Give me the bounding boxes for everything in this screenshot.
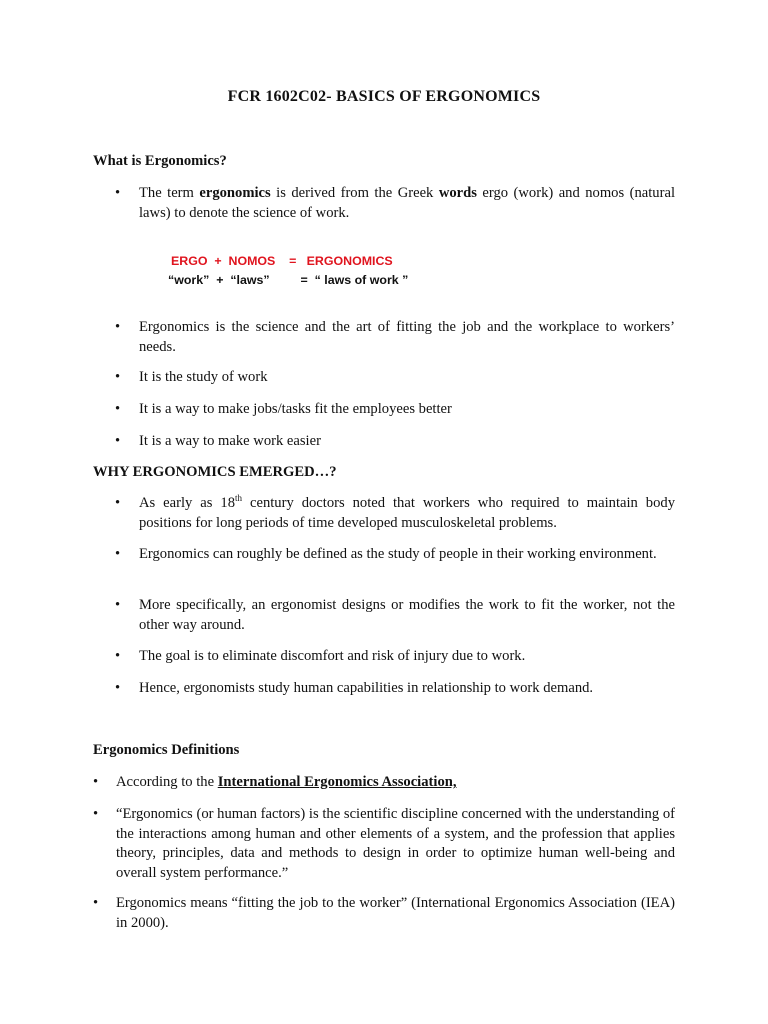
list-item-text: More specifically, an ergonomist designs or modifies the work to fit the worker, not the other way around. <box>139 597 675 633</box>
bullet-marker: • <box>115 185 121 201</box>
bullet-marker: • <box>115 319 121 335</box>
list-item <box>93 368 675 388</box>
iea-link[interactable]: International Ergonomics Association, <box>217 774 457 790</box>
list-item <box>93 679 675 699</box>
list-item <box>93 400 675 420</box>
list-item-text: As early as 18th century doctors noted that workers who required to maintain body positions for long periods of time developed musculoskeletal problems. <box>139 493 675 531</box>
list-item <box>93 805 675 885</box>
list-item <box>93 184 675 224</box>
list-item <box>93 494 675 534</box>
bullet-marker: • <box>115 495 121 511</box>
list-item-text: “Ergonomics (or human factors) is the scientific discipline concerned with the understanding of the interactions among human and other elements of a system, and the profession that applies theory, principles, data and methods to design in order to optimize human well-being and overall system performance.” <box>116 806 675 881</box>
list-item <box>93 596 675 636</box>
formula-line-meanings: “work” + “laws” = “ laws of work ” <box>168 273 409 287</box>
list-item-text: It is a way to make jobs/tasks fit the employees better <box>139 401 452 417</box>
list-item-text: According to the International Ergonomics Association, <box>116 774 457 790</box>
bullet-marker: • <box>93 774 99 790</box>
bullet-marker: • <box>115 401 121 417</box>
list-item <box>93 773 675 793</box>
formula-line-terms: ERGO + NOMOS = ERGONOMICS <box>171 254 393 268</box>
list-item-text: Hence, ergonomists study human capabilities in relationship to work demand. <box>139 680 594 696</box>
section-heading-definitions: Ergonomics Definitions <box>93 742 240 758</box>
bullet-marker: • <box>115 680 121 696</box>
list-item <box>93 432 675 452</box>
list-item <box>93 647 675 667</box>
bullet-marker: • <box>115 597 121 613</box>
list-item <box>93 894 675 934</box>
list-item-text: It is a way to make work easier <box>139 433 321 449</box>
list-item-text: Ergonomics means “fitting the job to the worker” (International Ergonomics Association (IEA) in 2000). <box>116 895 675 931</box>
bullet-marker: • <box>115 369 121 385</box>
page-title: FCR 1602C02- BASICS OF ERGONOMICS <box>227 88 541 105</box>
section-heading-what: What is Ergonomics? <box>93 153 227 169</box>
list-item-text: The term ergonomics is derived from the Greek words ergo (work) and nomos (natural laws) to denote the science of work. <box>139 185 675 221</box>
list-item <box>93 545 675 585</box>
list-item-text: The goal is to eliminate discomfort and risk of injury due to work. <box>139 648 526 664</box>
bullet-marker: • <box>115 433 121 449</box>
bullet-marker: • <box>115 546 121 562</box>
bullet-marker: • <box>93 895 99 911</box>
list-item-text: It is the study of work <box>139 369 268 385</box>
bullet-marker: • <box>115 648 121 664</box>
list-item <box>93 318 675 358</box>
list-item-text: Ergonomics is the science and the art of fitting the job and the workplace to workers’ needs. <box>139 319 675 355</box>
section-heading-why: WHY ERGONOMICS EMERGED…? <box>93 464 337 480</box>
list-item-text: Ergonomics can roughly be defined as the study of people in their working environment. <box>139 546 657 562</box>
bullet-marker: • <box>93 806 99 822</box>
